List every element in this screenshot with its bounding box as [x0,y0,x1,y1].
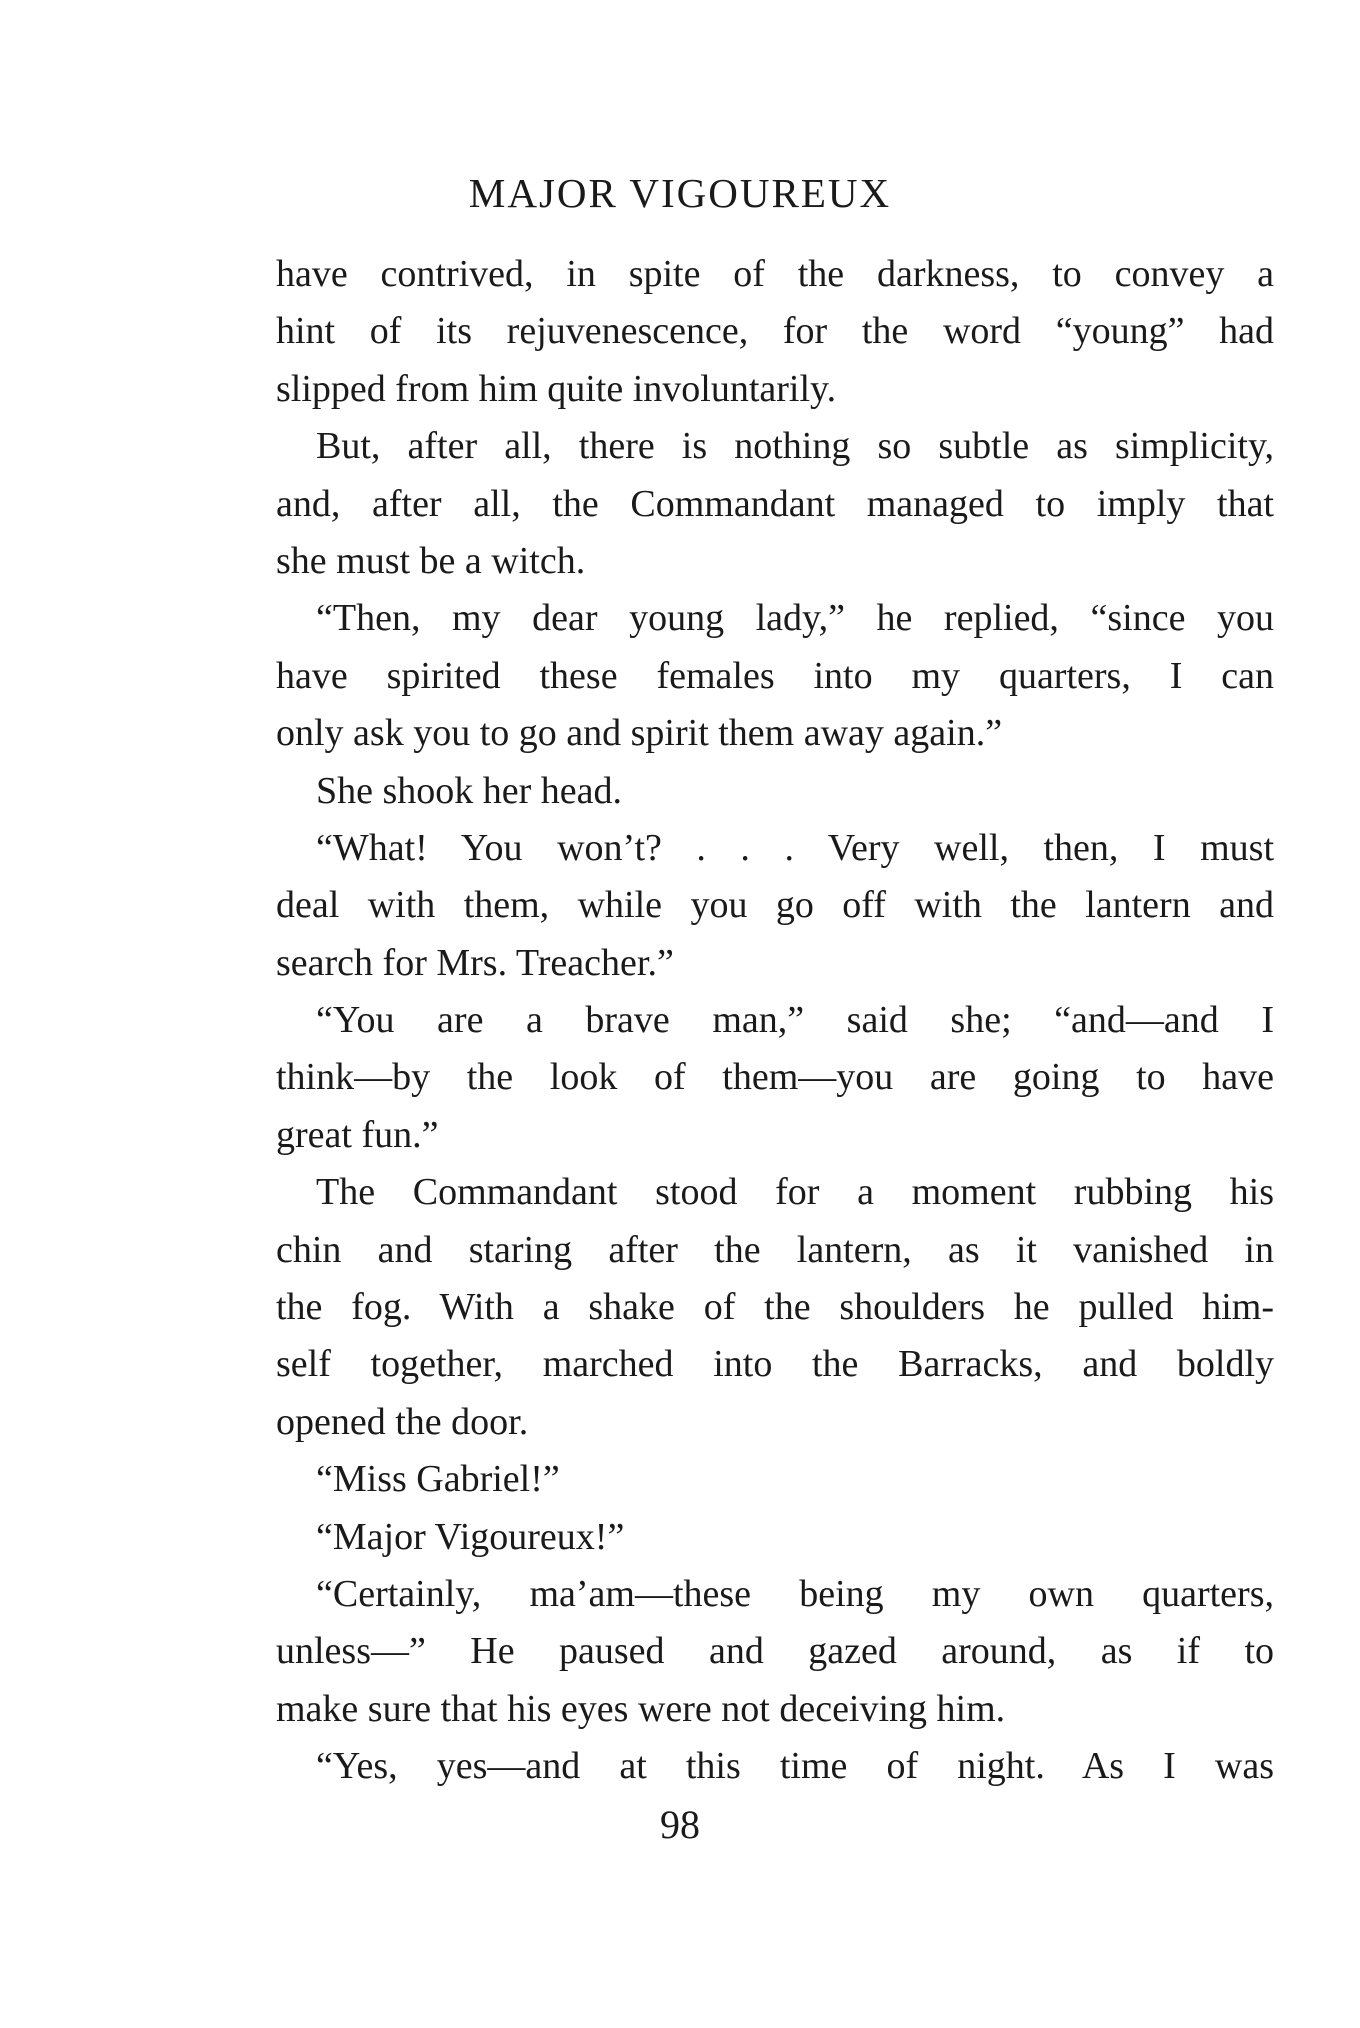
text-line: She shook her head. [316,769,623,812]
body-text [276,246,1274,1796]
text-line: But, after all, there is nothing so subtle as simplicity, [316,425,1274,468]
text-line: have spirited these females into my quarters, I can [276,654,1274,697]
paragraph [276,992,1274,1164]
text-line: “What! You won’t? . . . Very well, then, I must [316,826,1274,869]
text-line: “Major Vigoureux!” [316,1515,625,1558]
text-line: the fog. With a shake of the shoulders he pulled him- [276,1286,1274,1329]
text-line: have contrived, in spite of the darkness, to convey a [276,253,1274,295]
paragraph [276,1164,1274,1451]
text-line: opened the door. [276,1400,529,1443]
text-line: self together, marched into the Barracks, and boldly [276,1343,1274,1386]
paragraph [276,1509,1274,1566]
text-line: “You are a brave man,” said she; “and—and I [316,999,1274,1042]
page-number: 98 [660,1802,700,1847]
text-line: chin and staring after the lantern, as it vanished in [276,1228,1274,1271]
text-line: she must be a witch. [276,539,586,582]
paragraph [276,590,1274,762]
text-line: great fun.” [276,1113,439,1156]
text-line: hint of its rejuvenescence, for the word “young” had [276,310,1274,353]
paragraph [276,1738,1274,1795]
text-line: and, after all, the Commandant managed to imply that [276,482,1274,525]
text-line: “Then, my dear young lady,” he replied, “since you [316,597,1274,640]
text-line: deal with them, while you go off with the lantern and [276,884,1274,927]
paragraph [276,820,1274,992]
paragraph [276,1566,1274,1738]
text-line: make sure that his eyes were not deceiving him. [276,1687,1006,1730]
paragraph [276,1451,1274,1508]
text-line: slipped from him quite involuntarily. [276,367,837,410]
text-line: The Commandant stood for a moment rubbing his [316,1171,1274,1214]
running-head: MAJOR VIGOUREUX [468,170,892,216]
text-line: “Certainly, ma’am—these being my own quarters, [316,1572,1274,1615]
text-line: unless—” He paused and gazed around, as if to [276,1630,1274,1673]
text-line: “Miss Gabriel!” [316,1458,560,1501]
paragraph [276,246,1274,418]
text-line: “Yes, yes—and at this time of night. As I was [316,1745,1274,1788]
text-line: only ask you to go and spirit them away again.” [276,712,1003,755]
paragraph [276,418,1274,590]
text-line: think—by the look of them—you are going to have [276,1056,1274,1099]
text-line: search for Mrs. Treacher.” [276,941,674,984]
paragraph [276,763,1274,820]
